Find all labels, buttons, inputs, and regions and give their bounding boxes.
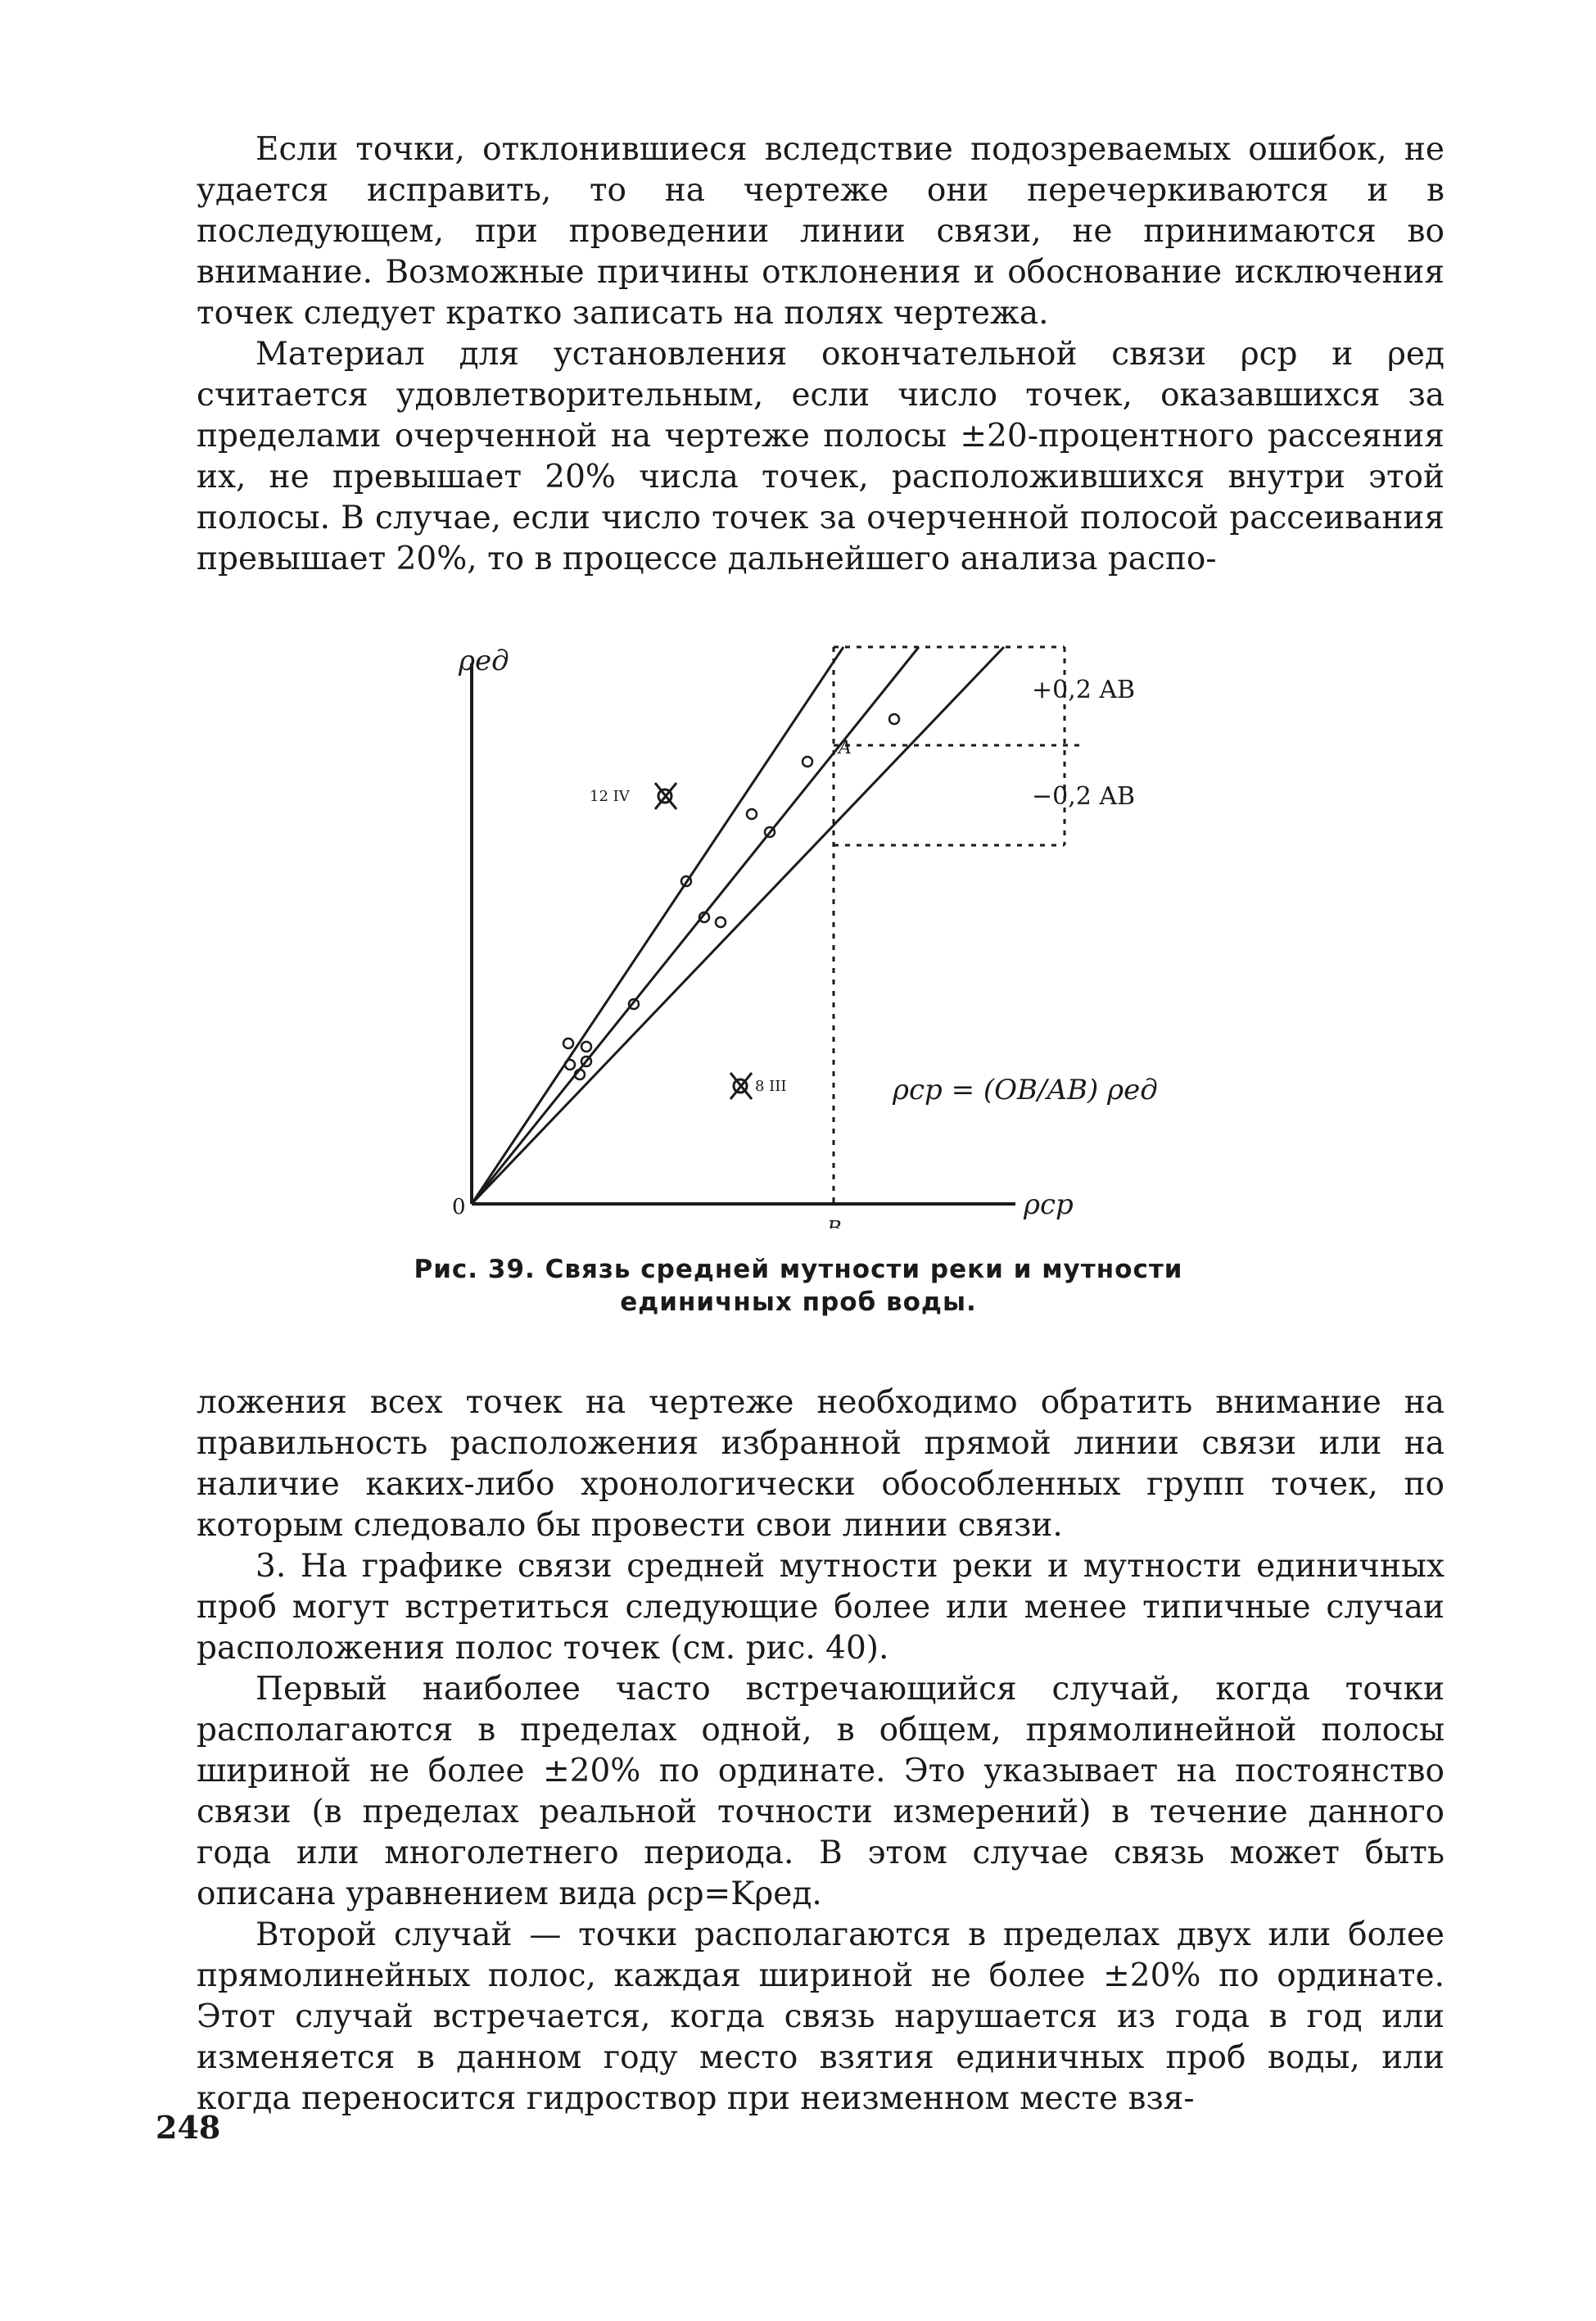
figure-39-diagram [426,631,1179,1228]
outlier-1 [655,783,676,809]
figure-caption: Рис. 39. Связь средней мутности реки и мутности единичных проб воды. [414,1255,1183,1317]
lower-band-line [472,647,1004,1204]
origin-label: 0 [452,1195,466,1219]
page-number: 248 [156,2109,221,2146]
outlier-1-label: 12 IV [590,788,630,805]
regression-line [472,647,919,1204]
outlier-2 [730,1073,752,1099]
data-point [563,1038,573,1048]
equation: ρср = (OB/AB) ρед [893,1074,1158,1106]
upper-band-line [472,647,843,1204]
paragraph-2: Материал для установления окончательной связи ρср и ρед считается удовлетворительным, если число точек, оказавшихся за пределами очерченной на чертеже полосы ±20-процентного рассеяния их, не превышает 20% числа точек, расположившихся внутри этой полосы. В случае, если число точек за очерченной полосой рассеивания превышает 20%, то в процессе дальнейшего анализа распо- [197,336,1445,577]
b-label: B [827,1217,842,1228]
y-axis-label: ρед [459,645,509,677]
data-point [716,917,726,927]
figure-39 [426,631,1179,1228]
paragraph-3: ложения всех точек на чертеже необходимо обратить внимание на правильность расположения избранной прямой линии связи или на наличие каких-либо хронологически обособленных групп точек, по которым следовало бы провести свои линии связи. [197,1384,1445,1544]
paragraph-5: Первый наиболее часто встречающийся случай, когда точки располагаются в пределах одной, в общем, прямолинейной полосы шириной не более ±20% по ординате. Это указывает на постоянство связи (в пределах реальной точности измерений) в течение данного года или многолетнего периода. В этом случае связь может быть описана уравнением вида ρср=Kρед. [197,1671,1445,1912]
x-axis-label: ρср [1024,1188,1074,1221]
paragraph-1: Если точки, отклонившиеся вследствие подозреваемых ошибок, не удается исправить, то на чертеже они перечеркиваются и в последующем, при проведении линии связи, не принимаются во внимание. Возможные причины отклонения и обоснование исключения точек следует кратко записать на полях чертежа. [197,131,1445,332]
minus-band-label: −0,2 AB [1032,782,1136,811]
data-point [581,1042,591,1052]
data-point [889,714,899,724]
data-points [563,714,899,1079]
data-point [747,809,757,819]
plus-band-label: +0,2 AB [1032,676,1136,704]
outlier-2-label: 8 III [755,1078,787,1095]
paragraph-6: Второй случай — точки располагаются в пределах двух или более прямолинейных полос, каждая шириной не более ±20% по ординате. Этот случай встречается, когда связь нарушается из года в год или изменяется в данном году место взятия единичных проб воды, или когда переносится гидроствор при неизменном месте взя- [197,1916,1445,2117]
data-point [565,1060,575,1070]
paragraph-4: 3. На графике связи средней мутности реки и мутности единичных проб могут встретиться следующие более или менее типичные случаи расположения полос точек (см. рис. 40). [197,1548,1445,1667]
a-label: A [839,738,852,758]
data-point [803,757,812,767]
